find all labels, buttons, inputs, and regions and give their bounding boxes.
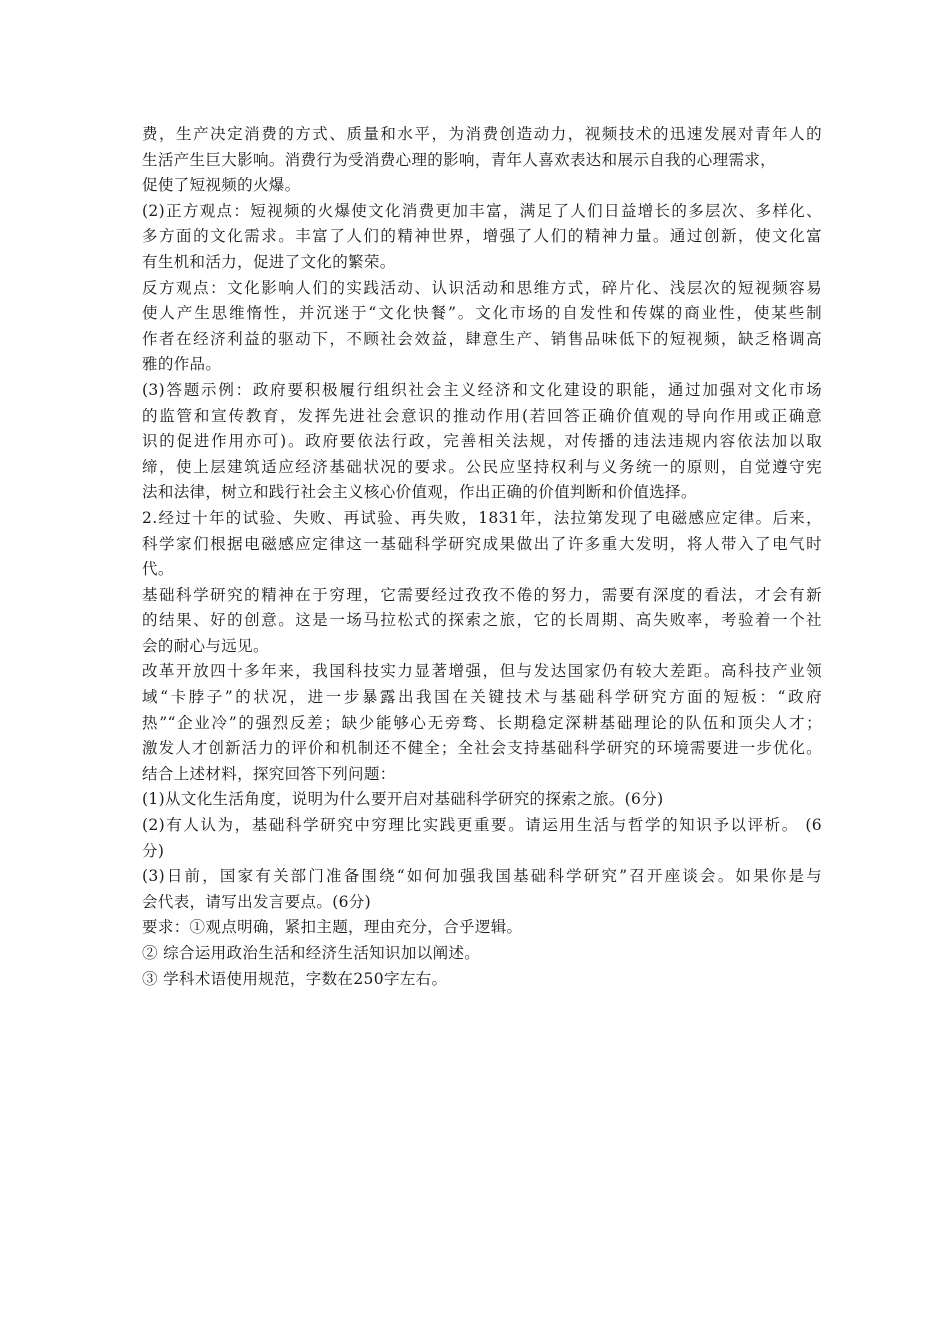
text-line: 代。 xyxy=(142,560,174,579)
text-line: (2)正方观点：短视频的火爆使文化消费更加丰富，满足了人们日益增长的多层次、多样化、 xyxy=(142,201,822,220)
text-line: 法和法律，树立和践行社会主义核心价值观，作出正确的价值判断和价值选择。 xyxy=(142,483,697,502)
text-line: 会的耐心与远见。 xyxy=(142,636,269,655)
text-line: ③ 学科术语使用规范，字数在250字左右。 xyxy=(142,969,448,988)
text-line: (2)有人认为，基础科学研究中穷理比实践更重要。请运用生活与哲学的知识予以评析。 (6 xyxy=(142,816,822,835)
text-line: 生活产生巨大影响。消费行为受消费心理的影响，青年人喜欢表达和展示自我的心理需求， xyxy=(142,150,777,169)
text-line: 会代表，请写出发言要点。(6分) xyxy=(142,892,372,911)
text-line: 作者在经济利益的驱动下，不顾社会效益，肆意生产、销售品味低下的短视频，缺乏格调高 xyxy=(142,329,822,348)
text-line: 有生机和活力，促进了文化的繁荣。 xyxy=(142,252,396,271)
text-line: 的监管和宣传教育，发挥先进社会意识的推动作用(若回答正确价值观的导向作用或正确意 xyxy=(142,406,822,425)
text-line: 雅的作品。 xyxy=(142,355,222,374)
text-line: 域“卡脖子”的状况，进一步暴露出我国在关键技术与基础科学研究方面的短板：“政府 xyxy=(142,688,822,707)
text-line: 反方观点：文化影响人们的实践活动、认识活动和思维方式，碎片化、浅层次的短视频容易 xyxy=(142,278,822,297)
text-line: 2.经过十年的试验、失败、再试验、再失败，1831年，法拉第发现了电磁感应定律。后来， xyxy=(142,508,822,527)
text-line: 结合上述材料，探究回答下列问题： xyxy=(142,764,396,783)
text-line: 分) xyxy=(142,841,165,860)
text-line: 多方面的文化需求。丰富了人们的精神世界，增强了人们的精神力量。通过创新，使文化富 xyxy=(142,227,822,246)
text-line: 缔，使上层建筑适应经济基础状况的要求。公民应坚持权利与义务统一的原则，自觉遵守宪 xyxy=(142,457,822,476)
text-line: 促使了短视频的火爆。 xyxy=(142,176,301,195)
text-line: 要求：①观点明确，紧扣主题，理由充分，合乎逻辑。 xyxy=(142,918,523,937)
text-line: ② 综合运用政治生活和经济生活知识加以阐述。 xyxy=(142,944,481,962)
text-line: 使人产生思维惰性，并沉迷于“文化快餐”。文化市场的自发性和传媒的商业性，使某些制 xyxy=(142,304,822,323)
text-line: 激发人才创新活力的评价和机制还不健全；全社会支持基础科学研究的环境需要进一步优化。 xyxy=(142,739,822,758)
text-line: (1)从文化生活角度，说明为什么要开启对基础科学研究的探索之旅。(6分) xyxy=(142,790,664,809)
text-line: (3)答题示例：政府要积极履行组织社会主义经济和文化建设的职能，通过加强对文化市场 xyxy=(142,380,822,399)
text-line: 费，生产决定消费的方式、质量和水平，为消费创造动力，视频技术的迅速发展对青年人的 xyxy=(142,125,822,143)
text-line: 热”“企业冷”的强烈反差；缺少能够心无旁骛、长期稳定深耕基础理论的队伍和顶尖人才； xyxy=(142,713,822,732)
text-line: (3)日前，国家有关部门准备围绕“如何加强我国基础科学研究”召开座谈会。如果你是与 xyxy=(142,867,822,886)
text-line: 改革开放四十多年来，我国科技实力显著增强，但与发达国家仍有较大差距。高科技产业领 xyxy=(142,662,822,681)
text-line: 基础科学研究的精神在于穷理，它需要经过孜孜不倦的努力，需要有深度的看法，才会有新 xyxy=(142,585,822,604)
text-line: 识的促进作用亦可)。政府要依法行政，完善相关法规，对传播的违法违规内容依法加以取 xyxy=(142,432,822,451)
document-page xyxy=(142,122,822,992)
text-line: 科学家们根据电磁感应定律这一基础科学研究成果做出了许多重大发明，将人带入了电气时 xyxy=(142,534,822,553)
text-line: 的结果、好的创意。这是一场马拉松式的探索之旅，它的长周期、高失败率，考验着一个社 xyxy=(142,611,822,630)
